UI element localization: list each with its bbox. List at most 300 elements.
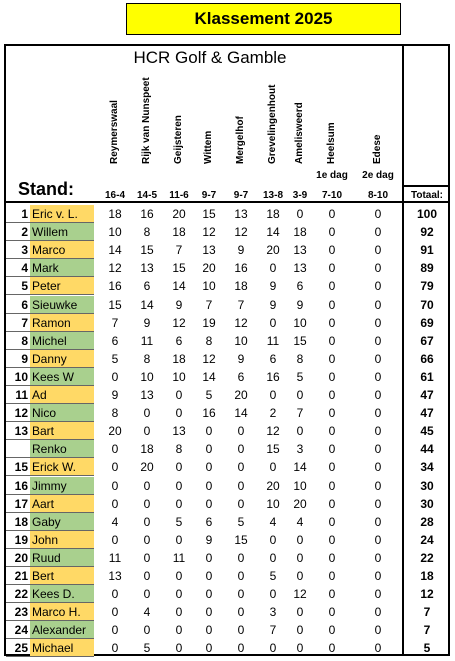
score-cell: 10 bbox=[172, 369, 186, 384]
score-cell: 11 bbox=[108, 550, 122, 565]
score-cell: 0 bbox=[269, 641, 277, 656]
score-cell: 8 bbox=[296, 351, 304, 366]
total-cell: 67 bbox=[420, 333, 434, 348]
standings-sheet bbox=[4, 44, 450, 656]
score-cell: 6 bbox=[205, 514, 213, 529]
total-cell: 45 bbox=[420, 424, 434, 439]
table-row bbox=[6, 603, 448, 621]
table-row bbox=[6, 241, 448, 259]
score-cell: 0 bbox=[374, 532, 382, 547]
score-cell: 0 bbox=[328, 351, 336, 366]
score-cell: 0 bbox=[374, 261, 382, 276]
player-name: Danny bbox=[30, 350, 94, 368]
score-cell: 8 bbox=[205, 333, 213, 348]
total-cell: 12 bbox=[420, 587, 434, 602]
player-name: Eric v. L. bbox=[30, 205, 94, 223]
score-cell: 9 bbox=[205, 532, 213, 547]
score-cell: 7 bbox=[296, 406, 304, 421]
score-cell: 0 bbox=[205, 587, 213, 602]
score-cell: 5 bbox=[175, 514, 183, 529]
rank-cell: 6 bbox=[21, 297, 28, 312]
date-header: 8-10 bbox=[367, 190, 388, 201]
score-cell: 3 bbox=[296, 442, 304, 457]
score-cell: 0 bbox=[374, 297, 382, 312]
score-cell: 0 bbox=[175, 496, 183, 511]
player-name: Alexander bbox=[30, 621, 94, 639]
score-cell: 0 bbox=[269, 550, 277, 565]
score-cell: 0 bbox=[328, 388, 336, 402]
score-cell: 0 bbox=[269, 388, 277, 402]
score-cell: 9 bbox=[175, 297, 183, 312]
total-header-top-line bbox=[402, 185, 448, 187]
score-cell: 18 bbox=[172, 225, 186, 240]
date-header: 9-7 bbox=[233, 190, 249, 201]
score-cell: 0 bbox=[328, 315, 336, 330]
rank-cell: 12 bbox=[14, 406, 28, 421]
score-cell: 12 bbox=[108, 261, 122, 276]
score-cell: 0 bbox=[205, 550, 213, 565]
score-cell: 11 bbox=[140, 333, 154, 348]
score-cell: 18 bbox=[234, 279, 248, 294]
date-header: 9-7 bbox=[201, 190, 217, 201]
score-cell: 12 bbox=[202, 225, 216, 240]
score-cell: 5 bbox=[111, 351, 119, 366]
score-cell: 9 bbox=[269, 297, 277, 312]
score-cell: 0 bbox=[328, 478, 336, 493]
total-cell: 70 bbox=[420, 297, 434, 312]
score-cell: 11 bbox=[172, 550, 186, 565]
total-cell: 91 bbox=[420, 243, 434, 258]
score-cell: 20 bbox=[266, 478, 280, 493]
total-cell: 69 bbox=[420, 315, 434, 330]
score-cell: 14 bbox=[202, 369, 216, 384]
total-cell: 47 bbox=[420, 388, 434, 402]
table-row bbox=[6, 259, 448, 277]
score-cell: 20 bbox=[234, 388, 248, 402]
score-cell: 18 bbox=[266, 207, 280, 221]
score-cell: 14 bbox=[140, 297, 154, 312]
player-name: Willem bbox=[30, 223, 94, 241]
score-cell: 0 bbox=[237, 623, 245, 638]
totaal-header: Totaal: bbox=[410, 190, 444, 201]
table-row bbox=[6, 567, 448, 585]
score-cell: 4 bbox=[111, 514, 119, 529]
score-cell: 15 bbox=[202, 207, 216, 221]
score-cell: 0 bbox=[374, 388, 382, 402]
player-name: Jimmy bbox=[30, 477, 94, 495]
score-cell: 15 bbox=[172, 261, 186, 276]
dag-label: 2e dag bbox=[362, 170, 394, 181]
score-cell: 0 bbox=[328, 496, 336, 511]
rank-cell: 17 bbox=[14, 496, 28, 511]
score-cell: 7 bbox=[205, 297, 213, 312]
score-cell: 8 bbox=[111, 406, 119, 421]
score-cell: 9 bbox=[237, 351, 245, 366]
player-name: Erick W. bbox=[30, 458, 94, 476]
score-cell: 0 bbox=[175, 478, 183, 493]
rank-cell: 18 bbox=[14, 514, 28, 529]
score-cell: 6 bbox=[269, 351, 277, 366]
rank-cell: 5 bbox=[21, 279, 28, 294]
venue-header: Reymerswaal bbox=[109, 100, 120, 164]
score-cell: 0 bbox=[175, 623, 183, 638]
table-row bbox=[6, 277, 448, 295]
rank-cell: 7 bbox=[21, 315, 28, 330]
total-cell: 28 bbox=[420, 514, 434, 529]
score-cell: 0 bbox=[374, 315, 382, 330]
table-row bbox=[6, 531, 448, 549]
score-cell: 18 bbox=[293, 225, 307, 240]
score-cell: 8 bbox=[143, 225, 151, 240]
table-row bbox=[6, 458, 448, 476]
score-cell: 0 bbox=[143, 532, 151, 547]
score-cell: 0 bbox=[328, 442, 336, 457]
score-cell: 0 bbox=[205, 641, 213, 656]
score-cell: 14 bbox=[234, 406, 248, 421]
score-cell: 20 bbox=[172, 207, 186, 221]
table-row bbox=[6, 314, 448, 332]
score-cell: 0 bbox=[205, 460, 213, 475]
date-header: 13-8 bbox=[262, 190, 283, 201]
score-cell: 0 bbox=[111, 532, 119, 547]
score-cell: 0 bbox=[111, 496, 119, 511]
score-cell: 0 bbox=[237, 641, 245, 656]
score-cell: 0 bbox=[175, 641, 183, 656]
score-cell: 0 bbox=[205, 424, 213, 439]
score-cell: 0 bbox=[111, 587, 119, 602]
score-cell: 4 bbox=[269, 514, 277, 529]
score-cell: 0 bbox=[374, 333, 382, 348]
rank-cell: 3 bbox=[21, 243, 28, 258]
table-row bbox=[6, 205, 448, 223]
score-cell: 20 bbox=[140, 460, 154, 475]
score-cell: 4 bbox=[296, 514, 304, 529]
player-name: Ramon bbox=[30, 314, 94, 332]
venue-header: Edese bbox=[372, 134, 383, 164]
total-cell: 34 bbox=[420, 460, 434, 475]
player-name: Marco H. bbox=[30, 603, 94, 621]
player-name: Sieuwke bbox=[30, 296, 94, 314]
score-cell: 0 bbox=[143, 550, 151, 565]
score-cell: 0 bbox=[374, 569, 382, 583]
score-cell: 5 bbox=[205, 388, 213, 402]
score-cell: 20 bbox=[202, 261, 216, 276]
score-cell: 13 bbox=[293, 243, 307, 258]
score-cell: 0 bbox=[205, 496, 213, 511]
table-row bbox=[6, 549, 448, 567]
score-cell: 9 bbox=[296, 297, 304, 312]
score-cell: 18 bbox=[172, 351, 186, 366]
score-cell: 0 bbox=[205, 478, 213, 493]
player-name: Peter bbox=[30, 277, 94, 295]
score-cell: 16 bbox=[140, 207, 154, 221]
score-cell: 0 bbox=[237, 478, 245, 493]
score-cell: 0 bbox=[111, 369, 119, 384]
score-cell: 0 bbox=[269, 460, 277, 475]
score-cell: 0 bbox=[296, 207, 304, 221]
score-cell: 0 bbox=[237, 569, 245, 583]
score-cell: 0 bbox=[296, 550, 304, 565]
score-cell: 0 bbox=[374, 243, 382, 258]
rank-cell: 11 bbox=[15, 388, 28, 402]
player-name: Gaby bbox=[30, 513, 94, 531]
rank-cell: 2 bbox=[21, 225, 28, 240]
score-cell: 0 bbox=[296, 569, 304, 583]
score-cell: 0 bbox=[296, 623, 304, 638]
total-cell: 18 bbox=[420, 569, 434, 583]
score-cell: 0 bbox=[175, 569, 183, 583]
score-cell: 0 bbox=[296, 388, 304, 402]
score-cell: 0 bbox=[237, 587, 245, 602]
score-cell: 6 bbox=[143, 279, 151, 294]
rank-cell: 8 bbox=[21, 333, 28, 348]
score-cell: 0 bbox=[237, 550, 245, 565]
total-cell: 5 bbox=[423, 641, 431, 656]
page-title bbox=[126, 3, 401, 35]
score-cell: 0 bbox=[328, 207, 336, 221]
score-cell: 10 bbox=[293, 315, 307, 330]
score-cell: 0 bbox=[328, 605, 336, 620]
score-cell: 0 bbox=[328, 514, 336, 529]
score-cell: 0 bbox=[328, 587, 336, 602]
table-row bbox=[6, 223, 448, 241]
score-cell: 0 bbox=[269, 315, 277, 330]
score-cell: 9 bbox=[111, 388, 119, 402]
score-cell: 0 bbox=[374, 605, 382, 620]
score-cell: 13 bbox=[140, 388, 154, 402]
player-name: Bart bbox=[30, 422, 94, 440]
score-cell: 12 bbox=[202, 351, 216, 366]
table-row bbox=[6, 477, 448, 495]
score-cell: 0 bbox=[328, 243, 336, 258]
score-cell: 0 bbox=[143, 406, 151, 421]
score-cell: 0 bbox=[328, 406, 336, 421]
score-cell: 0 bbox=[296, 532, 304, 547]
score-cell: 0 bbox=[205, 569, 213, 583]
score-cell: 11 bbox=[266, 333, 280, 348]
score-cell: 0 bbox=[374, 460, 382, 475]
player-name: Ruud bbox=[30, 549, 94, 567]
rank-cell: 4 bbox=[21, 261, 28, 276]
score-cell: 16 bbox=[234, 261, 248, 276]
stand-label: Stand: bbox=[18, 179, 74, 199]
score-cell: 0 bbox=[175, 532, 183, 547]
score-cell: 0 bbox=[374, 496, 382, 511]
score-cell: 13 bbox=[140, 261, 154, 276]
score-cell: 5 bbox=[296, 369, 304, 384]
player-name: Mark bbox=[30, 259, 94, 277]
score-cell: 0 bbox=[111, 442, 119, 457]
score-cell: 10 bbox=[234, 333, 248, 348]
date-header: 14-5 bbox=[136, 190, 157, 201]
score-cell: 0 bbox=[143, 569, 151, 583]
venue-header: Heelsum bbox=[326, 122, 337, 164]
dag-label: 1e dag bbox=[316, 170, 348, 181]
score-cell: 0 bbox=[205, 623, 213, 638]
total-cell: 47 bbox=[420, 406, 434, 421]
score-cell: 0 bbox=[374, 550, 382, 565]
table-row bbox=[6, 296, 448, 314]
score-cell: 0 bbox=[111, 641, 119, 656]
table-row bbox=[6, 495, 448, 513]
score-cell: 16 bbox=[202, 406, 216, 421]
score-cell: 0 bbox=[328, 550, 336, 565]
venue-header: Rijk van Nunspeet bbox=[141, 77, 152, 164]
score-cell: 2 bbox=[269, 406, 277, 421]
score-cell: 0 bbox=[175, 406, 183, 421]
score-cell: 0 bbox=[374, 442, 382, 457]
player-name: Kees D. bbox=[30, 585, 94, 603]
score-cell: 10 bbox=[108, 225, 122, 240]
date-header: 3-9 bbox=[292, 190, 308, 201]
venue-header: Geijsteren bbox=[173, 115, 184, 164]
score-cell: 0 bbox=[328, 623, 336, 638]
score-cell: 14 bbox=[172, 279, 186, 294]
score-cell: 0 bbox=[374, 514, 382, 529]
score-cell: 12 bbox=[293, 587, 307, 602]
total-cell: 22 bbox=[420, 550, 434, 565]
rank-cell: 19 bbox=[14, 532, 28, 547]
score-cell: 14 bbox=[266, 225, 280, 240]
score-cell: 0 bbox=[374, 207, 382, 221]
score-cell: 5 bbox=[237, 514, 245, 529]
venue-header: Wittem bbox=[203, 130, 214, 164]
table-row bbox=[6, 621, 448, 639]
score-cell: 6 bbox=[296, 279, 304, 294]
score-cell: 8 bbox=[175, 442, 183, 457]
total-cell: 92 bbox=[420, 225, 434, 240]
player-name: Aart bbox=[30, 495, 94, 513]
score-cell: 0 bbox=[237, 496, 245, 511]
score-cell: 7 bbox=[111, 315, 119, 330]
player-name: Kees W bbox=[30, 368, 94, 386]
score-cell: 0 bbox=[296, 641, 304, 656]
score-cell: 6 bbox=[111, 333, 119, 348]
score-cell: 9 bbox=[143, 315, 151, 330]
score-cell: 4 bbox=[143, 605, 151, 620]
row-separator bbox=[6, 656, 94, 657]
score-cell: 0 bbox=[328, 424, 336, 439]
score-cell: 0 bbox=[175, 605, 183, 620]
table-row bbox=[6, 513, 448, 531]
score-cell: 0 bbox=[111, 460, 119, 475]
score-cell: 16 bbox=[266, 369, 280, 384]
score-cell: 0 bbox=[237, 605, 245, 620]
score-cell: 0 bbox=[328, 369, 336, 384]
score-cell: 15 bbox=[266, 442, 280, 457]
score-cell: 0 bbox=[237, 424, 245, 439]
score-cell: 0 bbox=[374, 641, 382, 656]
player-name: Marco bbox=[30, 241, 94, 259]
score-cell: 0 bbox=[237, 442, 245, 457]
table-row bbox=[6, 350, 448, 368]
score-cell: 18 bbox=[140, 442, 154, 457]
score-cell: 20 bbox=[293, 496, 307, 511]
player-name: Bert bbox=[30, 567, 94, 585]
score-cell: 9 bbox=[269, 279, 277, 294]
score-cell: 0 bbox=[269, 261, 277, 276]
player-name: Michael bbox=[30, 639, 94, 657]
score-cell: 19 bbox=[202, 315, 216, 330]
total-cell: 79 bbox=[420, 279, 434, 294]
date-header: 7-10 bbox=[321, 190, 342, 201]
score-cell: 10 bbox=[266, 496, 280, 511]
score-cell: 0 bbox=[175, 388, 183, 402]
total-cell: 89 bbox=[420, 261, 434, 276]
score-cell: 0 bbox=[237, 460, 245, 475]
rank-cell: 24 bbox=[14, 623, 28, 638]
score-cell: 7 bbox=[175, 243, 183, 258]
table-row bbox=[6, 585, 448, 603]
score-cell: 12 bbox=[266, 424, 280, 439]
score-cell: 0 bbox=[143, 587, 151, 602]
table-row bbox=[6, 368, 448, 386]
score-cell: 0 bbox=[374, 406, 382, 421]
date-header: 11-6 bbox=[169, 190, 189, 201]
score-cell: 3 bbox=[269, 605, 277, 620]
score-cell: 5 bbox=[143, 641, 151, 656]
score-cell: 9 bbox=[237, 243, 245, 258]
rank-cell: 22 bbox=[14, 587, 28, 602]
score-cell: 6 bbox=[175, 333, 183, 348]
rank-cell: 20 bbox=[14, 550, 28, 565]
table-row bbox=[6, 440, 448, 458]
score-cell: 0 bbox=[111, 605, 119, 620]
total-cell: 66 bbox=[420, 351, 434, 366]
total-cell: 24 bbox=[420, 532, 434, 547]
score-cell: 10 bbox=[140, 369, 154, 384]
player-name: Ad bbox=[30, 386, 94, 404]
score-cell: 13 bbox=[234, 207, 248, 221]
score-cell: 7 bbox=[237, 297, 245, 312]
score-cell: 0 bbox=[374, 478, 382, 493]
rank-cell: 21 bbox=[14, 569, 28, 583]
score-cell: 0 bbox=[143, 478, 151, 493]
table-row bbox=[6, 639, 448, 657]
player-name: Michel bbox=[30, 332, 94, 350]
score-cell: 13 bbox=[172, 424, 186, 439]
date-header: 16-4 bbox=[104, 190, 125, 201]
score-cell: 0 bbox=[328, 225, 336, 240]
rank-cell: 25 bbox=[14, 641, 28, 656]
score-cell: 13 bbox=[293, 261, 307, 276]
score-cell: 0 bbox=[143, 514, 151, 529]
score-cell: 0 bbox=[328, 279, 336, 294]
score-cell: 12 bbox=[234, 315, 248, 330]
total-cell: 30 bbox=[420, 496, 434, 511]
score-cell: 13 bbox=[202, 243, 216, 258]
score-cell: 14 bbox=[108, 243, 122, 258]
venue-header: Grevelingenhout bbox=[267, 84, 278, 164]
score-cell: 15 bbox=[140, 243, 154, 258]
score-cell: 0 bbox=[374, 279, 382, 294]
player-name: Nico bbox=[30, 404, 94, 422]
score-cell: 0 bbox=[296, 424, 304, 439]
rank-cell: 23 bbox=[14, 605, 28, 620]
score-cell: 0 bbox=[328, 641, 336, 656]
total-cell: 30 bbox=[420, 478, 434, 493]
score-cell: 0 bbox=[374, 623, 382, 638]
score-cell: 10 bbox=[293, 478, 307, 493]
score-cell: 14 bbox=[293, 460, 307, 475]
table-row bbox=[6, 404, 448, 422]
rank-cell: 10 bbox=[14, 369, 28, 384]
player-name: Renko bbox=[30, 440, 94, 458]
score-cell: 5 bbox=[269, 569, 277, 583]
subtitle: HCR Golf & Gamble bbox=[133, 48, 287, 67]
score-cell: 12 bbox=[234, 225, 248, 240]
total-cell: 100 bbox=[416, 207, 438, 221]
